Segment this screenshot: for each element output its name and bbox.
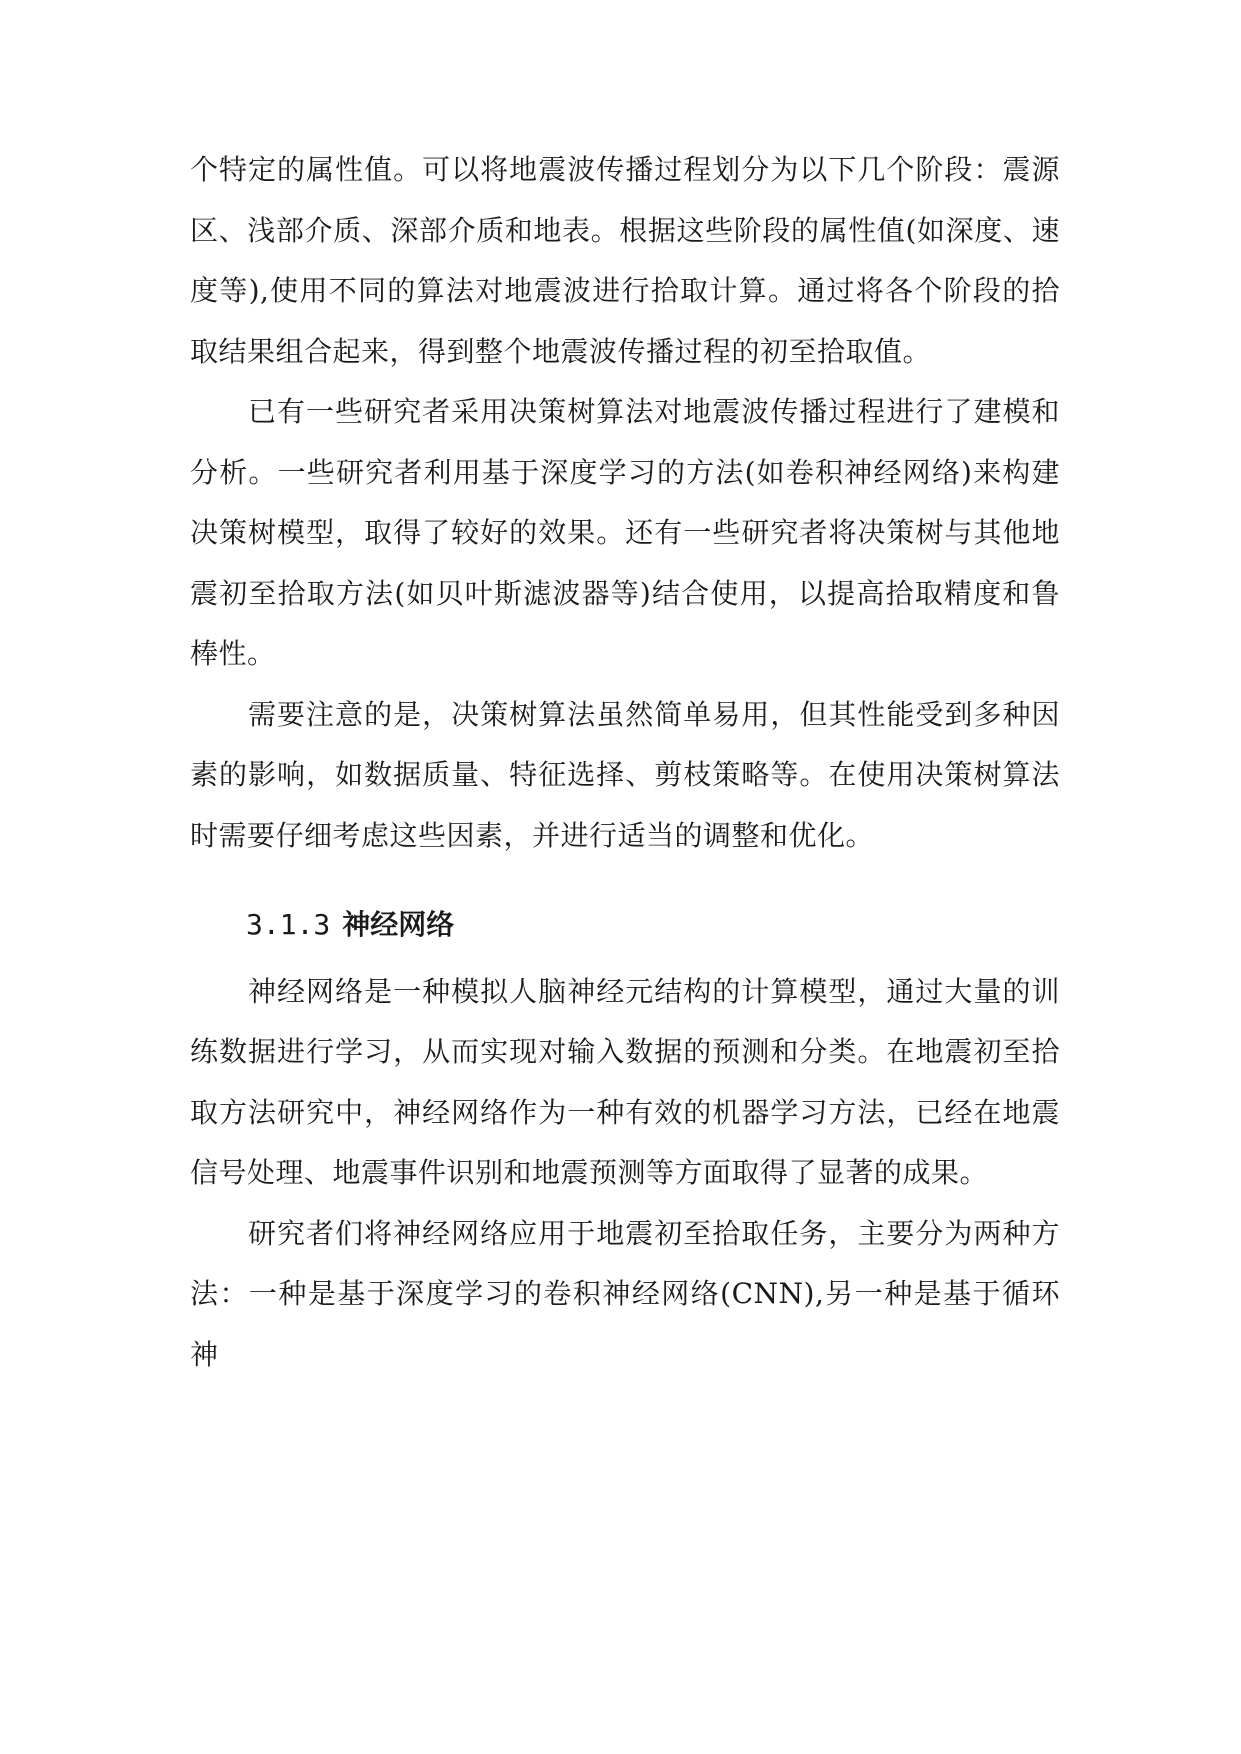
paragraph-decision-tree-research: 已有一些研究者采用决策树算法对地震波传播过程进行了建模和分析。一些研究者利用基于深度学习的方法(如卷积神经网络)来构建决策树模型，取得了较好的效果。还有一些研究者将决策树与其他地震初至拾取方法(如贝叶斯滤波器等)结合使用，以提高拾取精度和鲁棒性。 bbox=[190, 395, 1060, 670]
paragraph-decision-tree-notes: 需要注意的是，决策树算法虽然简单易用，但其性能受到多种因素的影响，如数据质量、特征选择、剪枝策略等。在使用决策树算法时需要仔细考虑这些因素，并进行适当的调整和优化。 bbox=[190, 697, 1060, 852]
section-heading bbox=[190, 895, 1060, 956]
paragraph-neural-network-methods: 研究者们将神经网络应用于地震初至拾取任务，主要分为两种方法：一种是基于深度学习的卷积神经网络(CNN),另一种是基于循环神 bbox=[190, 1216, 1060, 1371]
section-title: 神经网络 bbox=[342, 908, 455, 941]
paragraph-attribute-stages: 个特定的属性值。可以将地震波传播过程划分为以下几个阶段：震源区、浅部介质、深部介质和地表。根据这些阶段的属性值(如深度、速度等),使用不同的算法对地震波进行拾取计算。通过将各个阶段的拾取结果组合起来，得到整个地震波传播过程的初至拾取值。 bbox=[190, 153, 1060, 368]
paragraph-neural-network-intro: 神经网络是一种模拟人脑神经元结构的计算模型，通过大量的训练数据进行学习，从而实现对输入数据的预测和分类。在地震初至拾取方法研究中，神经网络作为一种有效的机器学习方法，已经在地震信号处理、地震事件识别和地震预测等方面取得了显著的成果。 bbox=[190, 974, 1060, 1189]
document-body bbox=[190, 140, 1060, 1385]
section-number: 3.1.3 bbox=[246, 908, 331, 941]
